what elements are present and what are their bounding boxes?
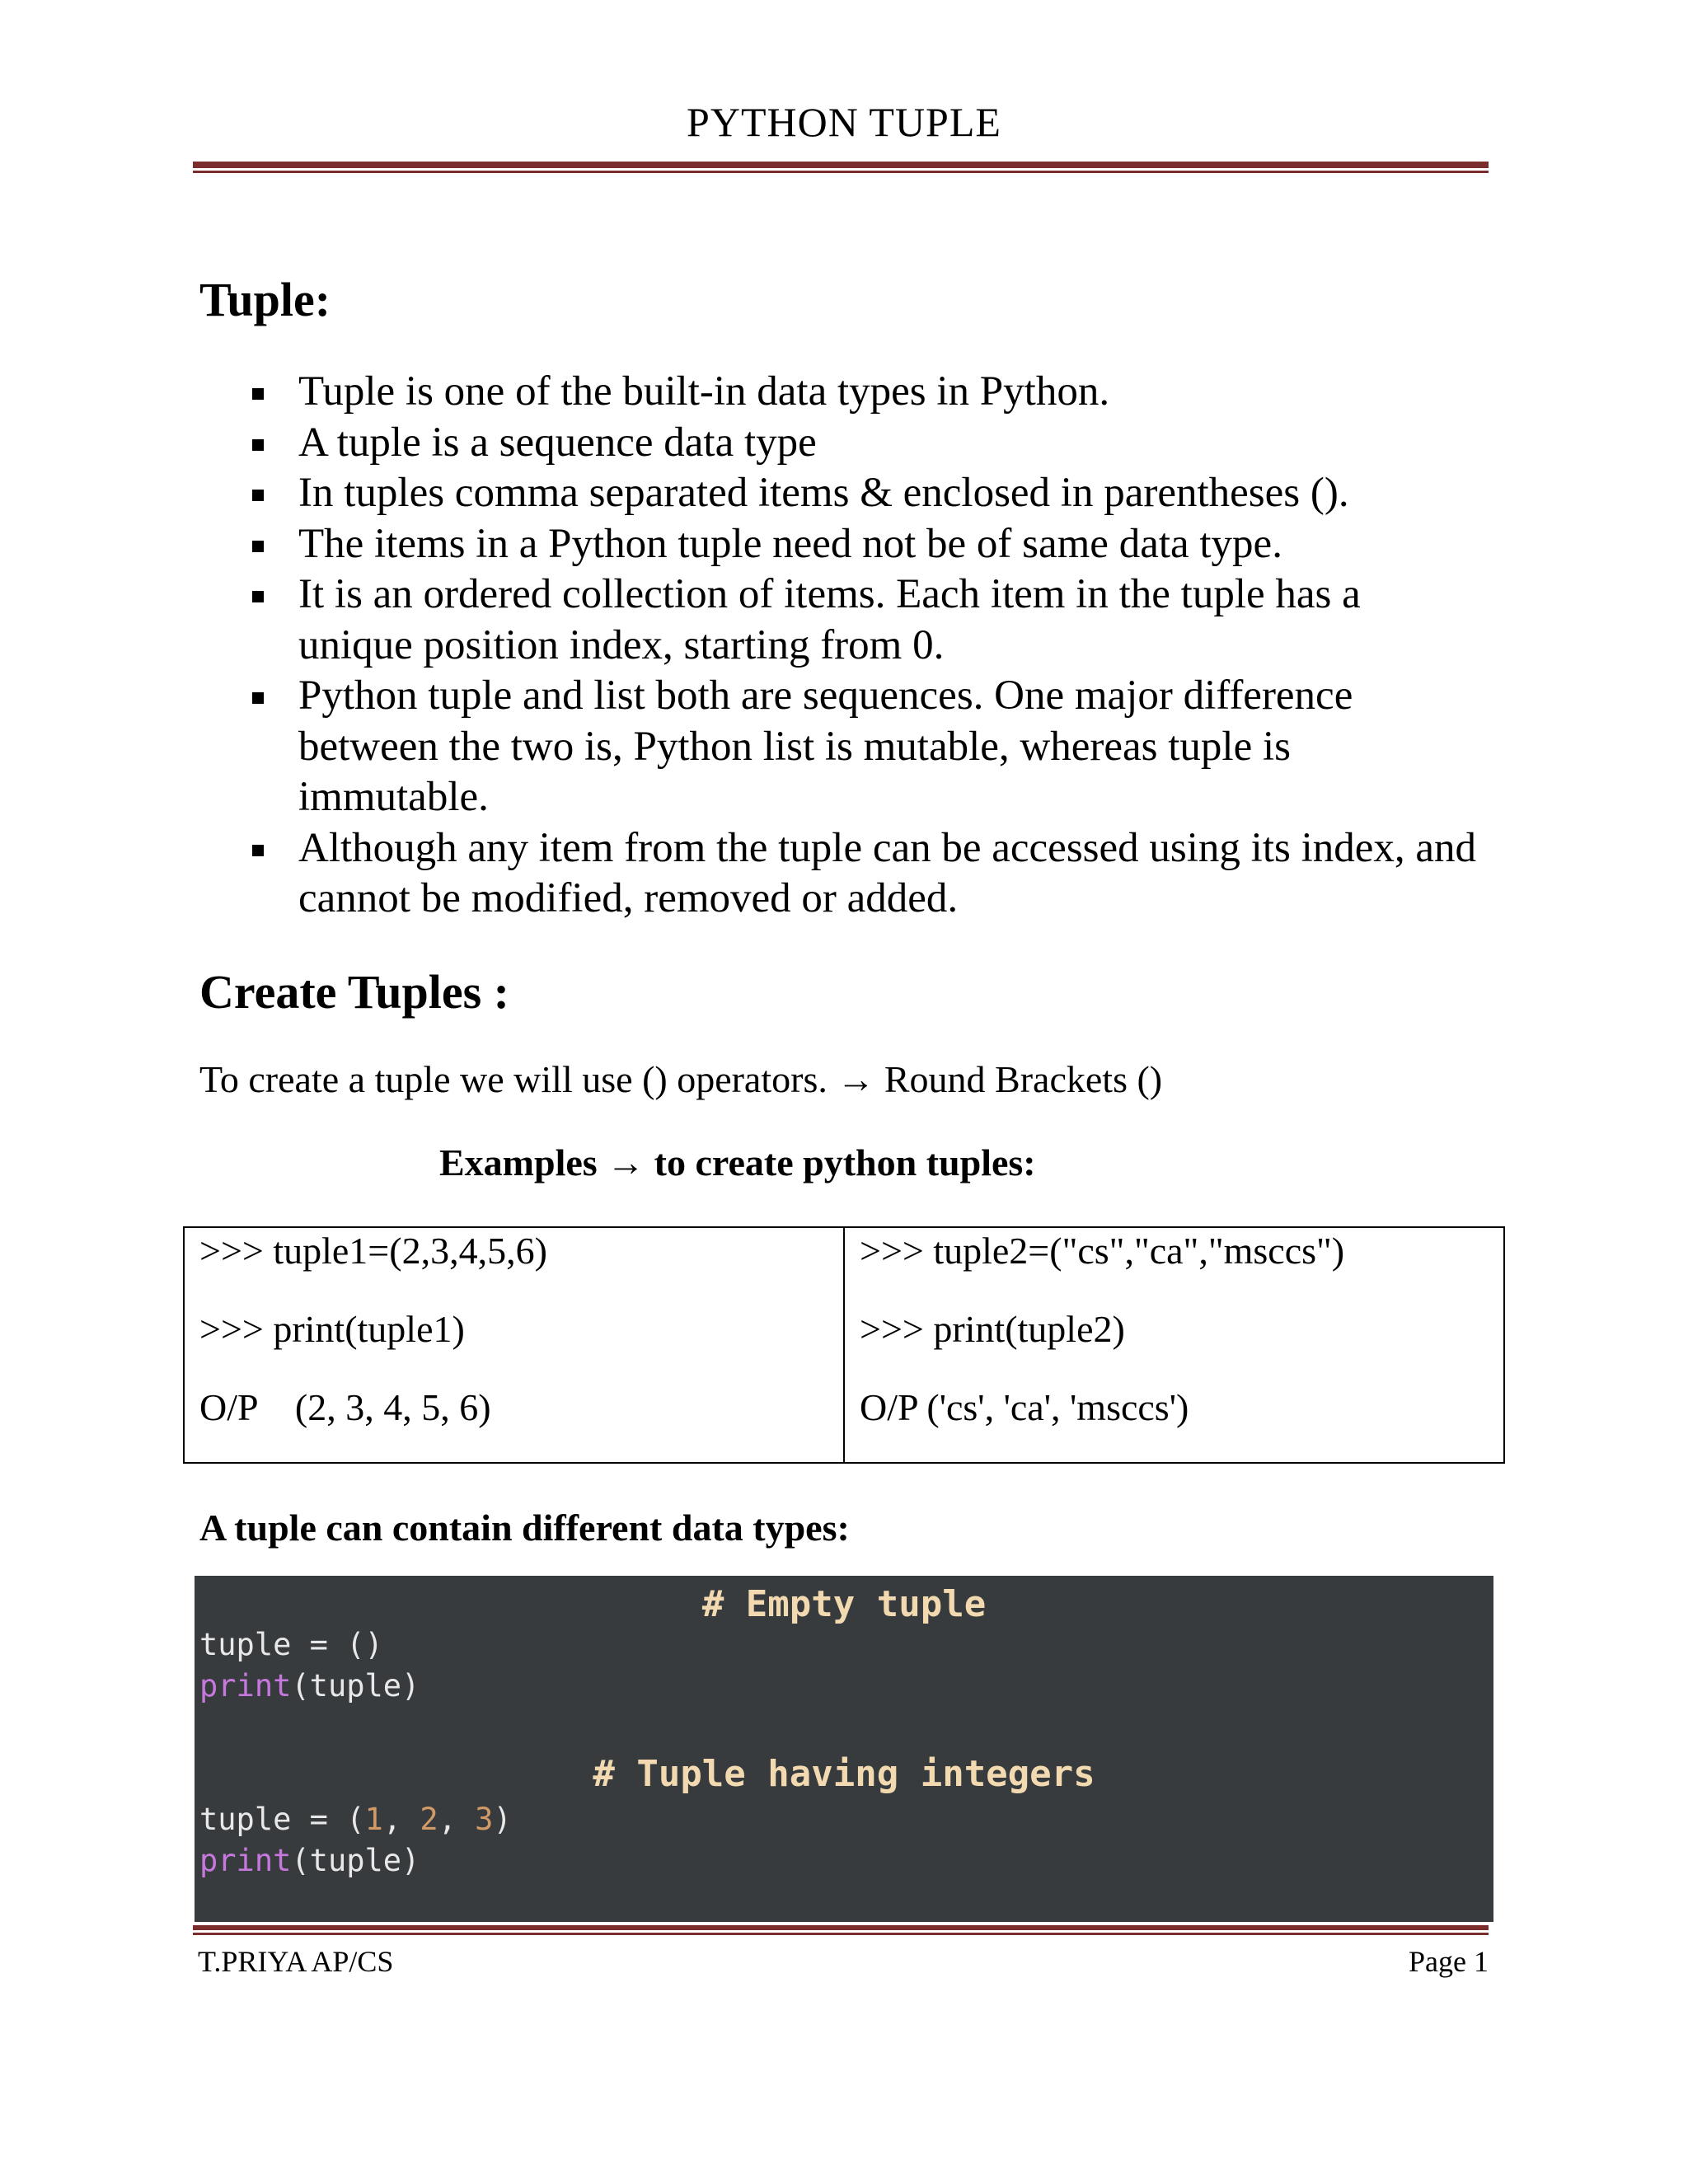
examples-right-cell bbox=[844, 1227, 1504, 1463]
list-item: Tuple is one of the built-in data types in Python. bbox=[247, 367, 1484, 418]
table-row: O/P (2, 3, 4, 5, 6) bbox=[199, 1386, 491, 1428]
list-item: Python tuple and list both are sequences. One major difference between the two is, Python list is mutable, whereas tuple is immutable. bbox=[247, 671, 1484, 823]
header-rule bbox=[193, 162, 1489, 173]
create-tuples-heading: Create Tuples : bbox=[199, 965, 509, 1019]
footer-author: T.PRIYA AP/CS bbox=[198, 1945, 394, 1978]
examples-table bbox=[183, 1226, 1505, 1464]
examples-left-cell bbox=[184, 1227, 844, 1463]
table-row: >>> tuple1=(2,3,4,5,6) bbox=[199, 1230, 547, 1272]
footer-page-number: Page 1 bbox=[1409, 1945, 1489, 1978]
code-line: tuple = () bbox=[199, 1627, 383, 1662]
list-item: Although any item from the tuple can be accessed using its index, and cannot be modified, removed or added. bbox=[247, 823, 1484, 925]
list-item: A tuple is a sequence data type bbox=[247, 418, 1484, 469]
table-row: >>> tuple2=("cs","ca","msccs") bbox=[860, 1230, 1345, 1272]
number-literal: 1 bbox=[364, 1802, 383, 1837]
code-text: tuple = ( bbox=[199, 1802, 365, 1837]
create-tuples-paragraph: To create a tuple we will use () operators. → Round Brackets () bbox=[199, 1058, 1163, 1100]
code-block bbox=[195, 1576, 1493, 1922]
print-argument: (tuple) bbox=[291, 1843, 420, 1878]
data-types-heading: A tuple can contain different data types: bbox=[199, 1507, 850, 1549]
print-keyword: print bbox=[199, 1668, 292, 1704]
footer-rule bbox=[193, 1925, 1489, 1935]
code-separator: , bbox=[382, 1802, 420, 1837]
code-separator: , bbox=[438, 1802, 476, 1837]
code-comment-integers: # Tuple having integers bbox=[593, 1753, 1095, 1795]
table-row: >>> print(tuple2) bbox=[860, 1308, 1125, 1350]
code-line bbox=[199, 1666, 420, 1706]
table-row: >>> print(tuple1) bbox=[199, 1308, 465, 1350]
code-line bbox=[199, 1841, 420, 1881]
page-header-title: PYTHON TUPLE bbox=[687, 99, 1001, 145]
print-argument: (tuple) bbox=[291, 1668, 420, 1704]
number-literal: 3 bbox=[475, 1802, 494, 1837]
code-line bbox=[199, 1800, 512, 1840]
examples-title: Examples → to create python tuples: bbox=[439, 1141, 1036, 1183]
print-keyword: print bbox=[199, 1843, 292, 1878]
code-text: ) bbox=[493, 1802, 512, 1837]
list-item: The items in a Python tuple need not be of same data type. bbox=[247, 519, 1484, 570]
code-comment-empty-tuple: # Empty tuple bbox=[701, 1583, 987, 1625]
number-literal: 2 bbox=[420, 1802, 438, 1837]
list-item: In tuples comma separated items & enclosed in parentheses (). bbox=[247, 468, 1484, 519]
table-row: O/P ('cs', 'ca', 'msccs') bbox=[860, 1386, 1189, 1428]
tuple-bullet-list bbox=[247, 367, 1484, 925]
list-item: It is an ordered collection of items. Each item in the tuple has a unique position index, starting from 0. bbox=[247, 569, 1484, 671]
tuple-heading: Tuple: bbox=[199, 273, 331, 326]
